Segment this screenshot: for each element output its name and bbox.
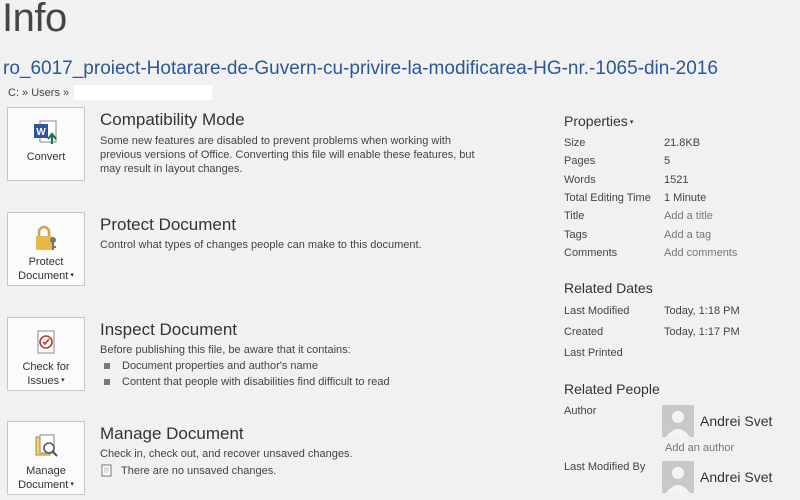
inspect-title: Inspect Document	[100, 320, 238, 339]
unsaved-changes-note	[101, 464, 276, 477]
inspect-item-text: Content that people with disabilities find difficult to read	[122, 376, 390, 388]
prop-value-pages: 5	[664, 155, 671, 167]
chevron-down-icon: ▾	[61, 377, 65, 385]
add-author-field[interactable]: Add an author	[665, 442, 735, 454]
check-label-line2: Issues	[27, 375, 60, 387]
page-title: Info	[2, 0, 67, 40]
last-modified-by-label: Last Modified By	[564, 461, 646, 473]
prop-label-words: Words	[564, 174, 596, 186]
prop-label-size: Size	[564, 137, 586, 149]
manage-document-icon	[31, 432, 61, 462]
chevron-down-icon: ▾	[70, 272, 74, 280]
properties-dropdown[interactable]	[564, 113, 633, 129]
last-modified-by-name[interactable]: Andrei Svet	[700, 469, 773, 485]
add-tag-field[interactable]: Add a tag	[664, 229, 712, 241]
protect-description: Control what types of changes people can make to this document.	[100, 239, 422, 251]
bullet-icon	[104, 379, 110, 385]
prop-label-pages: Pages	[564, 155, 596, 167]
properties-heading: Properties	[564, 113, 628, 129]
add-comments-field[interactable]: Add comments	[664, 247, 738, 259]
person-icon	[662, 405, 694, 437]
person-icon	[662, 461, 694, 493]
chevron-down-icon: ▾	[70, 481, 74, 489]
inspect-document-icon	[31, 328, 61, 358]
date-value-last-modified: Today, 1:18 PM	[664, 305, 740, 317]
convert-label: Convert	[26, 151, 66, 163]
date-label-last-printed: Last Printed	[564, 347, 623, 359]
unsaved-note-text: There are no unsaved changes.	[121, 464, 277, 477]
svg-text:W: W	[36, 127, 46, 138]
date-value-created: Today, 1:17 PM	[664, 326, 740, 338]
protect-title: Protect Document	[100, 215, 237, 234]
document-filename: ro_6017_proiect-Hotarare-de-Guvern-cu-privire-la-modificarea-HG-nr.-1065-din-2016	[3, 58, 718, 79]
avatar[interactable]	[662, 461, 694, 493]
date-label-created: Created	[564, 326, 604, 338]
convert-button[interactable]	[7, 107, 85, 181]
prop-label-editing-time: Total Editing Time	[564, 192, 651, 204]
manage-label-line2: Document	[18, 479, 69, 491]
inspect-item-text: Document properties and author's name	[122, 360, 318, 372]
prop-label-title: Title	[564, 210, 585, 222]
word-convert-icon	[31, 118, 61, 148]
author-name[interactable]: Andrei Svet	[700, 413, 773, 429]
related-people-heading: Related People	[564, 381, 660, 397]
prop-value-words: 1521	[664, 174, 689, 186]
protect-document-button[interactable]	[7, 212, 85, 286]
check-for-issues-button[interactable]	[7, 317, 85, 391]
prop-value-editing-time: 1 Minute	[664, 192, 707, 204]
prop-value-size: 21.8KB	[664, 137, 701, 149]
compatibility-title: Compatibility Mode	[100, 110, 245, 129]
path-text: C: » Users »	[8, 86, 70, 99]
date-label-last-modified: Last Modified	[564, 305, 630, 317]
manage-label-line1: Manage	[26, 465, 66, 477]
list-item	[104, 376, 390, 388]
document-path	[8, 85, 212, 100]
manage-description: Check in, check out, and recover unsaved changes.	[100, 448, 353, 460]
chevron-down-icon: ▾	[629, 119, 634, 127]
lock-key-icon	[31, 223, 61, 253]
protect-label-line1: Protect	[28, 256, 64, 268]
prop-label-tags: Tags	[564, 229, 588, 241]
manage-title: Manage Document	[100, 424, 244, 443]
avatar[interactable]	[662, 405, 694, 437]
author-label: Author	[564, 405, 597, 417]
manage-document-button[interactable]	[7, 421, 85, 495]
check-label-line1: Check for	[22, 361, 70, 373]
related-dates-heading: Related Dates	[564, 280, 653, 296]
protect-label-line2: Document	[18, 270, 69, 282]
compatibility-description: Some new features are disabled to prevent problems when working with previous versions of Office. Converting this file will enable these features, but may result in layout changes.	[100, 135, 475, 175]
bullet-icon	[104, 363, 110, 369]
document-icon	[101, 464, 113, 477]
add-title-field[interactable]: Add a title	[664, 210, 713, 222]
prop-label-comments: Comments	[564, 247, 618, 259]
list-item	[104, 360, 318, 372]
inspect-description: Before publishing this file, be aware that it contains:	[100, 344, 351, 356]
path-redacted	[74, 85, 212, 100]
